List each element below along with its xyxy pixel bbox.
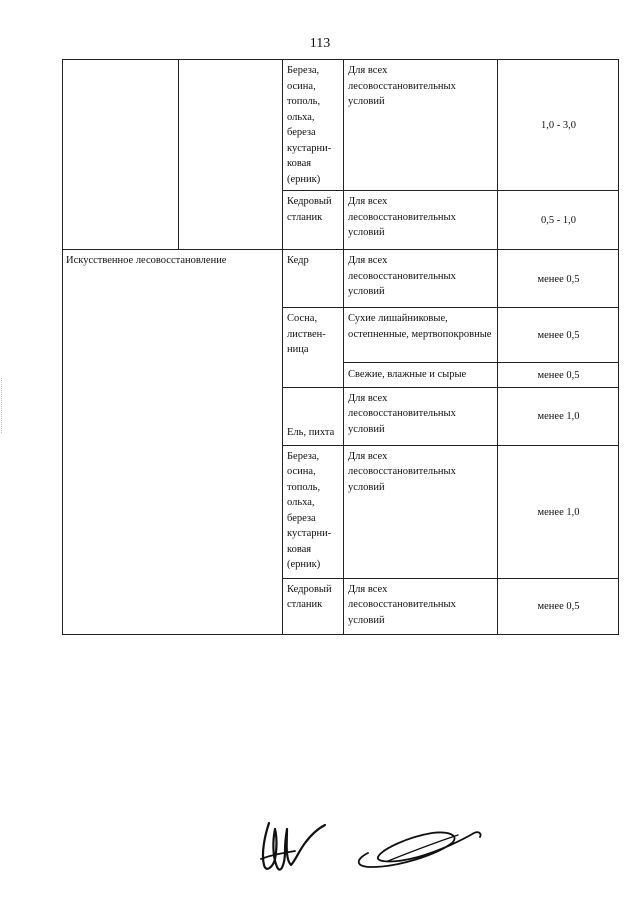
species-cell: Береза, осина, тополь, ольха, береза кустарни-ковая (ерник) bbox=[283, 60, 344, 191]
species-cell: Кедровый стланик bbox=[283, 191, 344, 250]
conditions-cell: Для всех лесовосстановительных условий bbox=[344, 387, 498, 445]
conditions-cell: Свежие, влажные и сырые bbox=[344, 363, 498, 388]
empty-cell bbox=[63, 60, 179, 250]
conditions-cell: Сухие лишайниковые, остепненные, мертвопокровные bbox=[344, 308, 498, 363]
value-cell: менее 1,0 bbox=[498, 387, 619, 445]
species-cell: Кедровый стланик bbox=[283, 578, 344, 634]
conditions-cell: Для всех лесовосстановительных условий bbox=[344, 191, 498, 250]
page-number: 113 bbox=[309, 36, 331, 51]
value-cell: менее 0,5 bbox=[498, 308, 619, 363]
value-cell: 1,0 - 3,0 bbox=[498, 60, 619, 191]
signature-left bbox=[255, 815, 335, 885]
conditions-cell: Для всех лесовосстановительных условий bbox=[344, 578, 498, 634]
conditions-cell: Для всех лесовосстановительных условий bbox=[344, 60, 498, 191]
conditions-cell: Для всех лесовосстановительных условий bbox=[344, 250, 498, 308]
regeneration-table bbox=[62, 59, 619, 635]
signature-right bbox=[348, 823, 488, 873]
conditions-cell: Для всех лесовосстановительных условий bbox=[344, 445, 498, 578]
species-cell: Сосна, листвен-ница bbox=[283, 308, 344, 388]
value-cell: менее 0,5 bbox=[498, 578, 619, 634]
species-cell: Ель, пихта bbox=[283, 387, 344, 445]
scan-margin-mark bbox=[1, 378, 4, 433]
table-row bbox=[63, 250, 619, 308]
species-cell: Кедр bbox=[283, 250, 344, 308]
value-cell: менее 0,5 bbox=[498, 250, 619, 308]
method-cell: Искусственное лесовосстановление bbox=[63, 250, 283, 635]
table-row bbox=[63, 60, 619, 191]
value-cell: 0,5 - 1,0 bbox=[498, 191, 619, 250]
value-cell: менее 1,0 bbox=[498, 445, 619, 578]
species-cell: Береза, осина, тополь, ольха, береза кустарни-ковая (ерник) bbox=[283, 445, 344, 578]
value-cell: менее 0,5 bbox=[498, 363, 619, 388]
empty-cell bbox=[179, 60, 283, 250]
